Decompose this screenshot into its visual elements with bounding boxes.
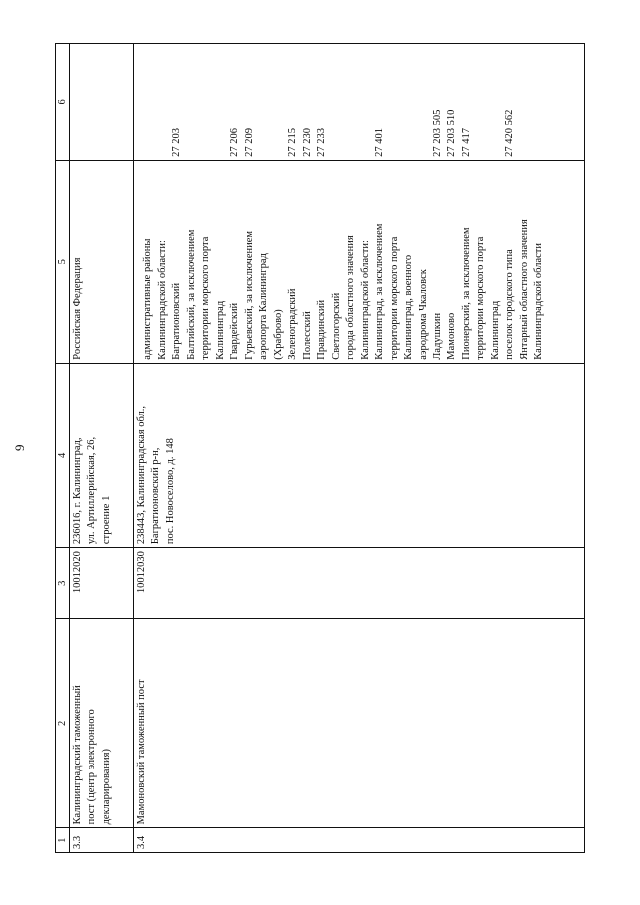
row-number: 3.4	[134, 828, 585, 853]
post-address	[70, 363, 134, 547]
post-code: 10012020	[70, 548, 134, 619]
region-text: Российская Федерация	[70, 160, 134, 363]
rotated-page	[55, 43, 585, 853]
col-number-2: 2	[56, 619, 70, 828]
post-code: 10012030	[134, 548, 585, 619]
region-code: 27 203 505	[431, 109, 443, 157]
page-number: 9	[12, 444, 27, 451]
region-line: Калининград	[214, 300, 226, 360]
region-line: Ладушкин	[431, 312, 443, 360]
region-line: поселок городского типа	[504, 249, 516, 360]
post-name-line: пост (центр электронного	[86, 709, 98, 825]
region-line: Калининградской области	[533, 242, 545, 360]
address-line: Багратионовский р-н,	[150, 447, 162, 545]
region-code: 27 206	[229, 127, 241, 157]
region-line: Полесский	[301, 311, 313, 360]
address-line: пос. Новоселово, д. 148	[164, 438, 176, 545]
region-line: Калининградской области:	[359, 240, 371, 360]
address-line: ул. Артиллерийская, 26,	[86, 436, 98, 545]
address-line: 238443, Калининградская обл.,	[136, 405, 147, 545]
region-line: административные районы	[142, 238, 154, 360]
region-code	[518, 47, 532, 157]
region-code	[402, 47, 416, 157]
region-line: Калининград	[489, 300, 501, 360]
col-number-1: 1	[56, 828, 70, 853]
post-address	[134, 363, 585, 547]
region-line: Янтарный областного значения	[518, 219, 530, 360]
region-code: 27 401	[374, 127, 386, 157]
region-line: территории морского порта	[388, 236, 400, 360]
region-code	[344, 47, 358, 157]
region-line: Багратионовский	[171, 282, 183, 360]
address-line: строение 1	[100, 495, 112, 545]
region-code	[141, 47, 155, 157]
region-line: Калининград, военного	[403, 254, 415, 360]
post-name-line: Калининградский таможенный	[72, 685, 83, 825]
region-line: Балтийский, за исключением	[185, 229, 197, 360]
region-line: Пионерский, за исключением	[460, 227, 472, 360]
region-code-list	[134, 44, 585, 161]
region-code	[417, 47, 431, 157]
region-line: территории морского порта	[475, 236, 487, 360]
address-line: 236016, г. Калининград,	[72, 437, 83, 545]
table-row-3-3	[70, 44, 134, 853]
col-number-5: 5	[56, 160, 70, 363]
post-name	[70, 619, 134, 828]
region-code	[330, 47, 344, 157]
region-code	[257, 47, 271, 157]
region-line: Зеленоградский	[287, 288, 299, 360]
region-code	[388, 47, 402, 157]
row-number: 3.3	[70, 828, 134, 853]
region-line: Правдинский	[316, 299, 328, 360]
region-code	[185, 47, 199, 157]
region-code: 27 417	[460, 127, 472, 157]
region-line: Калининградской области:	[156, 240, 168, 360]
region-line: аэродрома Чкаловск	[417, 269, 429, 360]
region-line: территории морского порта	[200, 236, 212, 360]
region-code	[272, 47, 286, 157]
region-line: Калининград, за исключением	[374, 223, 386, 360]
region-code	[532, 47, 546, 157]
region-line: (Храброво)	[272, 309, 284, 360]
region-code	[474, 47, 488, 157]
col-number-4: 4	[56, 363, 70, 547]
post-name-line: декларирования)	[100, 749, 112, 825]
region-code	[199, 47, 213, 157]
region-code: 27 215	[287, 127, 299, 157]
region-code: 27 233	[316, 127, 328, 157]
region-code	[156, 47, 170, 157]
region-line: Мамоново	[446, 312, 458, 360]
region-code	[359, 47, 373, 157]
region-code: 27 420 562	[504, 109, 516, 157]
region-code: 27 203 510	[446, 109, 458, 157]
region-code: 27 203	[171, 127, 183, 157]
col-number-3: 3	[56, 548, 70, 619]
region-codes	[70, 44, 134, 161]
region-line: города областного значения	[345, 235, 357, 360]
region-line: аэропорта Калининград	[258, 253, 270, 360]
region-line: Гурьевский, за исключением	[243, 230, 255, 360]
region-code	[214, 47, 228, 157]
region-line: Гвардейский	[229, 302, 241, 360]
region-code: 27 209	[243, 127, 255, 157]
column-number-row	[56, 44, 70, 853]
region-code: 27 230	[301, 127, 313, 157]
region-list	[134, 160, 585, 363]
col-number-6: 6	[56, 44, 70, 161]
post-name: Мамоновский таможенный пост	[134, 619, 585, 828]
customs-posts-table	[55, 43, 585, 853]
table-row-3-4	[134, 44, 585, 853]
region-code	[489, 47, 503, 157]
region-line: Светлогорский	[330, 292, 342, 360]
